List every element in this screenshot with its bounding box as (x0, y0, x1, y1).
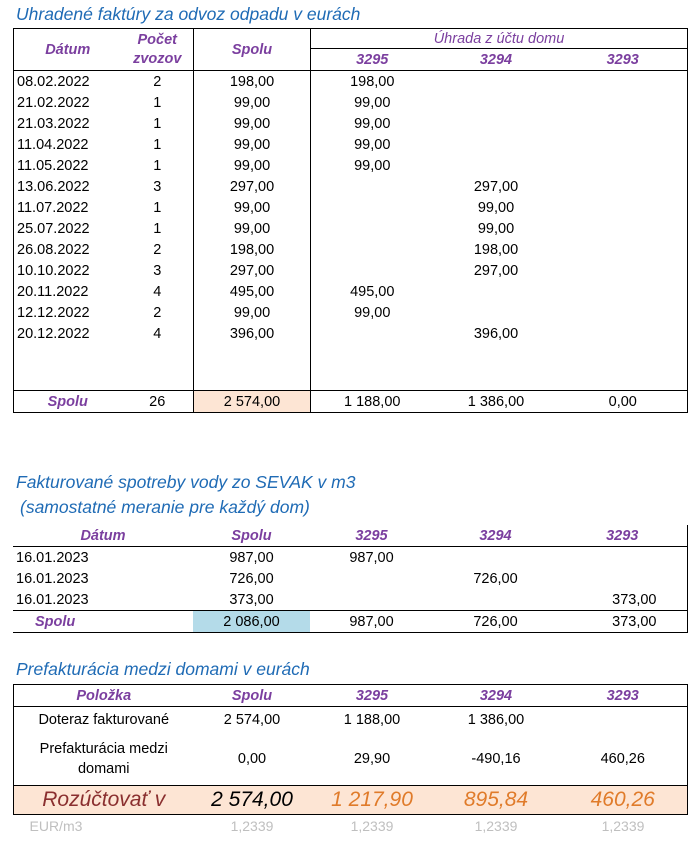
row-3295 (311, 239, 434, 260)
row-count: 1 (153, 220, 162, 237)
t3-header-3293: 3293 (559, 685, 688, 707)
total-label: Spolu (14, 391, 122, 413)
row-count: 2 (153, 241, 162, 258)
table-row (14, 323, 688, 344)
row-3294: 726,00 (473, 570, 518, 587)
row-spolu: 99,00 (194, 113, 311, 134)
total-spolu: 2 574,00 (194, 391, 311, 413)
t3-row-rozuctovat (14, 786, 688, 815)
header-3294: 3294 (434, 49, 559, 71)
row-3294 (434, 155, 559, 176)
row-date: 16.01.2023 (16, 591, 89, 608)
header-3295: 3295 (311, 49, 434, 71)
row-3293 (558, 568, 687, 589)
table-row (13, 568, 687, 589)
table-row (13, 547, 687, 569)
row-3294: 297,00 (473, 178, 519, 195)
reinvoicing-table (13, 684, 688, 837)
row-3293 (559, 176, 688, 197)
row-date: 11.07.2022 (17, 199, 89, 216)
row-3293 (559, 71, 688, 93)
table-row (14, 155, 688, 176)
water-consumption-table (13, 525, 688, 633)
eur-m3-3295: 1,2339 (350, 818, 394, 834)
table-row (14, 134, 688, 155)
row-3293 (559, 281, 688, 302)
section2-total-row (13, 611, 687, 633)
row-date: 20.11.2022 (17, 283, 89, 300)
row-spolu: 99,00 (194, 302, 311, 323)
row-3294: 99,00 (477, 220, 515, 237)
t3-row-doteraz (14, 707, 688, 734)
row-3295: 99,00 (354, 115, 391, 132)
row-date: 25.07.2022 (17, 220, 90, 237)
row-3293: 373,00 (612, 591, 657, 608)
table-row (14, 197, 688, 218)
row-count: 1 (153, 94, 162, 111)
row-3294: 396,00 (473, 325, 519, 342)
header-uhrada: Úhrada z účtu domu (311, 29, 688, 49)
t2-header-3294: 3294 (433, 525, 558, 547)
row-3295 (311, 197, 434, 218)
row-3295 (311, 323, 434, 344)
total-count: 26 (122, 391, 194, 413)
row-3295 (310, 568, 433, 589)
row-count: 3 (153, 262, 162, 279)
eur-m3-spolu: 1,2339 (230, 818, 274, 834)
row-3294 (434, 281, 559, 302)
row-count: 2 (153, 304, 162, 321)
row-date: 11.04.2022 (17, 136, 89, 153)
row-count: 1 (153, 136, 162, 153)
t3-row2-3294: -490,16 (471, 751, 521, 767)
rozuctovat-label: Rozúčtovať v (14, 786, 194, 815)
section1-total-row (14, 391, 688, 413)
row-count: 1 (153, 115, 162, 132)
t2-total-spolu: 2 086,00 (193, 611, 310, 633)
t2-header-spolu: Spolu (193, 525, 310, 547)
row-3293 (559, 323, 688, 344)
header-datum: Dátum (14, 29, 122, 71)
section1-title: Uhradené faktúry za odvoz odpadu v eurách (16, 4, 361, 24)
header-3293: 3293 (559, 49, 688, 71)
row-3295: 198,00 (350, 73, 395, 90)
total-3293: 0,00 (559, 391, 688, 413)
t3-header-polozka: Položka (14, 685, 194, 707)
row-3294: 198,00 (473, 241, 519, 258)
row-3295 (311, 260, 434, 281)
total-3294: 1 386,00 (434, 391, 559, 413)
row-count: 4 (153, 283, 162, 300)
t3-header-spolu: Spolu (194, 685, 311, 707)
row-3293 (559, 134, 688, 155)
row-3295: 987,00 (349, 549, 394, 566)
row-spolu: 99,00 (194, 92, 311, 113)
t2-total-label: Spolu (13, 611, 193, 633)
row-date: 16.01.2023 (16, 549, 89, 566)
row-3294 (434, 113, 559, 134)
table-row (13, 589, 687, 611)
row-3294 (434, 302, 559, 323)
row-date: 11.05.2022 (17, 157, 89, 174)
t3-row1-label: Doteraz fakturované (14, 707, 194, 734)
t3-row-eur-m3 (14, 815, 688, 838)
row-3293 (559, 197, 688, 218)
row-3293 (559, 260, 688, 281)
row-date: 10.10.2022 (17, 262, 90, 279)
section3-title: Prefakturácia medzi domami v eurách (16, 659, 310, 679)
t2-total-3293: 373,00 (558, 611, 687, 633)
row-count: 2 (153, 73, 162, 90)
row-3293 (559, 218, 688, 239)
table-row (14, 113, 688, 134)
row-3293 (559, 302, 688, 323)
row-3295: 495,00 (350, 283, 395, 300)
row-3295: 99,00 (354, 136, 391, 153)
waste-invoices-table (13, 28, 688, 413)
t2-header-3293: 3293 (558, 525, 687, 547)
row-count: 1 (153, 157, 162, 174)
table-row (14, 176, 688, 197)
row-date: 20.12.2022 (17, 325, 90, 342)
t3-header-3295: 3295 (311, 685, 434, 707)
row-3295: 99,00 (354, 304, 391, 321)
row-date: 21.02.2022 (17, 94, 90, 111)
row-spolu: 297,00 (194, 176, 311, 197)
row-3294 (434, 92, 559, 113)
t3-row-prefakturacia (14, 733, 688, 786)
row-3295: 99,00 (354, 94, 391, 111)
row-3293 (559, 92, 688, 113)
row-date: 21.03.2022 (17, 115, 90, 132)
row-date: 12.12.2022 (17, 304, 90, 321)
rozuctovat-3293: 460,26 (559, 786, 688, 815)
eur-m3-label: EUR/m3 (29, 818, 83, 834)
row-spolu: 198,00 (194, 71, 311, 93)
rozuctovat-3294: 895,84 (434, 786, 559, 815)
row-date: 08.02.2022 (17, 73, 90, 90)
row-3295 (311, 176, 434, 197)
row-spolu: 99,00 (194, 218, 311, 239)
t3-row1-3293 (559, 707, 688, 734)
t3-row1-spolu: 2 574,00 (223, 712, 281, 728)
total-3295: 1 188,00 (311, 391, 434, 413)
row-spolu: 373,00 (229, 591, 274, 608)
table-row (14, 239, 688, 260)
eur-m3-3293: 1,2339 (601, 818, 645, 834)
row-spolu: 99,00 (194, 197, 311, 218)
section2-title-line2: (samostatné meranie pre každý dom) (20, 497, 310, 517)
row-3295: 99,00 (354, 157, 391, 174)
t3-row1-3295: 1 188,00 (343, 712, 401, 728)
row-3295 (310, 589, 433, 611)
table-row (14, 260, 688, 281)
row-3294 (433, 547, 558, 569)
row-spolu: 297,00 (194, 260, 311, 281)
row-count: 3 (153, 178, 162, 195)
table-row (14, 302, 688, 323)
row-spolu: 99,00 (194, 155, 311, 176)
table-row (14, 92, 688, 113)
row-date: 16.01.2023 (16, 570, 89, 587)
t3-row2-spolu: 0,00 (237, 751, 267, 767)
t2-header-3295: 3295 (310, 525, 433, 547)
t2-total-3295: 987,00 (310, 611, 433, 633)
section2-title-line1: Fakturované spotreby vody zo SEVAK v m3 (16, 472, 356, 492)
row-count: 1 (153, 199, 162, 216)
row-spolu: 396,00 (194, 323, 311, 344)
rozuctovat-3295: 1 217,90 (311, 786, 434, 815)
row-spolu: 987,00 (229, 549, 274, 566)
eur-m3-3294: 1,2339 (474, 818, 518, 834)
table-row (14, 71, 688, 93)
row-3295 (311, 218, 434, 239)
row-spolu: 99,00 (194, 134, 311, 155)
t3-header-3294: 3294 (434, 685, 559, 707)
row-3294 (434, 71, 559, 93)
row-3293 (559, 155, 688, 176)
row-spolu: 198,00 (194, 239, 311, 260)
table-row (14, 218, 688, 239)
row-3293 (559, 113, 688, 134)
t3-row2-3295: 29,90 (353, 751, 391, 767)
t3-row1-3294: 1 386,00 (467, 712, 525, 728)
row-spolu: 495,00 (194, 281, 311, 302)
row-3293 (558, 547, 687, 569)
t3-row2-label: Prefakturácia medzi domami (14, 733, 194, 786)
rozuctovat-spolu: 2 574,00 (194, 786, 311, 815)
row-date: 13.06.2022 (17, 178, 90, 195)
t3-row2-3293: 460,26 (559, 733, 688, 786)
t2-header-datum: Dátum (13, 525, 193, 547)
row-3294: 297,00 (473, 262, 519, 279)
row-3293 (559, 239, 688, 260)
row-spolu: 726,00 (229, 570, 274, 587)
row-3294 (433, 589, 558, 611)
header-spolu: Spolu (194, 29, 311, 71)
header-pocet: Počet zvozov (122, 29, 194, 71)
row-3294: 99,00 (477, 199, 515, 216)
row-date: 26.08.2022 (17, 241, 90, 258)
row-3294 (434, 134, 559, 155)
row-count: 4 (153, 325, 162, 342)
t2-total-3294: 726,00 (433, 611, 558, 633)
table-row (14, 281, 688, 302)
